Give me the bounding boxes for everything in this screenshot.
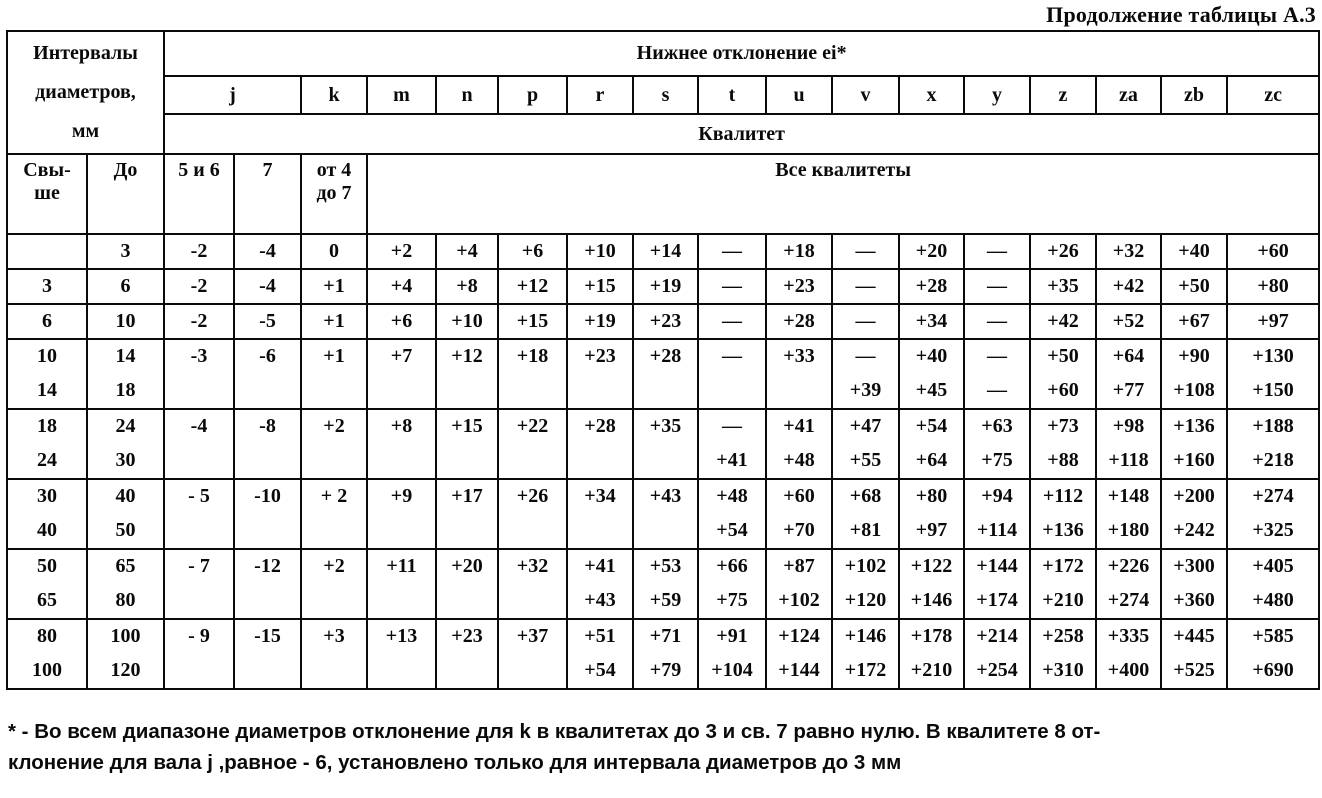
deviation-cell: +14 <box>633 234 698 269</box>
deviation-cell: +585 +690 <box>1227 619 1319 689</box>
deviation-cell: +335 +400 <box>1096 619 1161 689</box>
deviation-cell: +19 <box>567 304 633 339</box>
deviation-cell: +98 +118 <box>1096 409 1161 479</box>
deviation-cell: +3 <box>301 619 367 689</box>
deviation-cell: +90 +108 <box>1161 339 1227 409</box>
table-row <box>7 409 1319 479</box>
letter-r: r <box>567 76 633 114</box>
deviation-cell: +4 <box>367 269 436 304</box>
deviation-cell: +52 <box>1096 304 1161 339</box>
deviation-cell: +136 +160 <box>1161 409 1227 479</box>
deviation-cell: +148 +180 <box>1096 479 1161 549</box>
deviation-cell: +28 <box>567 409 633 479</box>
header-j-5-6: 5 и 6 <box>164 154 234 234</box>
deviation-cell: -15 <box>234 619 301 689</box>
deviation-cell: +20 <box>436 549 498 619</box>
letter-x: x <box>899 76 964 114</box>
deviation-cell: +91 +104 <box>698 619 766 689</box>
sub-header-row <box>7 154 1319 234</box>
deviation-cell: +42 <box>1096 269 1161 304</box>
deviation-cell: -3 <box>164 339 234 409</box>
deviation-cell: +40 <box>1161 234 1227 269</box>
deviation-cell: +97 <box>1227 304 1319 339</box>
corner-line-2: диаметров, <box>35 81 136 103</box>
deviation-cell: +60 <box>1227 234 1319 269</box>
deviation-cell: — <box>964 304 1030 339</box>
deviation-cell: +87 +102 <box>766 549 832 619</box>
deviation-cell: +124 +144 <box>766 619 832 689</box>
deviation-cell: +41 +48 <box>766 409 832 479</box>
deviation-cell: +33 <box>766 339 832 409</box>
deviation-cell: +41 +43 <box>567 549 633 619</box>
deviation-cell: +18 <box>498 339 567 409</box>
footnote-line-2: клонение для вала j ,равное - 6, установлено только для интервала диаметров до 3 мм <box>8 751 902 774</box>
deviation-cell: +48 +54 <box>698 479 766 549</box>
deviation-cell: -6 <box>234 339 301 409</box>
interval-to-cell: 14 18 <box>87 339 164 409</box>
deviation-cell: +112 +136 <box>1030 479 1096 549</box>
deviation-cell: +2 <box>301 409 367 479</box>
deviation-cell: +32 <box>498 549 567 619</box>
letter-zb: zb <box>1161 76 1227 114</box>
corner-line-1: Интервалы <box>33 42 138 64</box>
letter-z: z <box>1030 76 1096 114</box>
interval-over-cell: 10 14 <box>7 339 87 409</box>
table-body <box>7 234 1319 689</box>
page-title: Продолжение таблицы А.3 <box>1046 2 1316 27</box>
deviation-cell: +10 <box>436 304 498 339</box>
deviation-cell: -5 <box>234 304 301 339</box>
deviation-cell: +130 +150 <box>1227 339 1319 409</box>
deviation-cell: — — <box>964 339 1030 409</box>
deviation-cell: +200 +242 <box>1161 479 1227 549</box>
deviation-cell: +71 +79 <box>633 619 698 689</box>
deviation-cell: +12 <box>436 339 498 409</box>
deviation-cell: +12 <box>498 269 567 304</box>
deviation-cell: +40 +45 <box>899 339 964 409</box>
table-row <box>7 479 1319 549</box>
deviation-cell: +23 <box>567 339 633 409</box>
deviation-cell: - 9 <box>164 619 234 689</box>
deviation-cell: — <box>832 304 899 339</box>
deviation-cell: +214 +254 <box>964 619 1030 689</box>
footnote <box>8 716 1316 778</box>
table-row <box>7 339 1319 409</box>
deviation-cell: +68 +81 <box>832 479 899 549</box>
letter-j: j <box>164 76 301 114</box>
deviation-cell: -2 <box>164 269 234 304</box>
deviation-cell: +37 <box>498 619 567 689</box>
letter-za: za <box>1096 76 1161 114</box>
deviation-cell: +80 +97 <box>899 479 964 549</box>
table-row <box>7 549 1319 619</box>
deviation-cell: +6 <box>498 234 567 269</box>
deviation-cell: +226 +274 <box>1096 549 1161 619</box>
deviation-cell: +67 <box>1161 304 1227 339</box>
deviation-cell: +122 +146 <box>899 549 964 619</box>
deviation-cell: +63 +75 <box>964 409 1030 479</box>
deviation-cell: +102 +120 <box>832 549 899 619</box>
deviation-cell: +23 <box>766 269 832 304</box>
deviation-cell: +23 <box>633 304 698 339</box>
deviation-cell: — <box>964 269 1030 304</box>
deviation-cell: -4 <box>234 234 301 269</box>
interval-over-cell <box>7 234 87 269</box>
deviation-cell: -4 <box>234 269 301 304</box>
interval-to-cell: 65 80 <box>87 549 164 619</box>
table-row <box>7 269 1319 304</box>
header-k-4-7: от 4 до 7 <box>301 154 367 234</box>
deviation-cell: +4 <box>436 234 498 269</box>
footnote-line-1: * - Во всем диапазоне диаметров отклонение для k в квалитетах до 3 и св. 7 равно нулю. В квалитете 8 от- <box>8 720 1101 743</box>
deviation-cell: +172 +210 <box>1030 549 1096 619</box>
deviation-cell: +20 <box>899 234 964 269</box>
deviation-cell: +66 +75 <box>698 549 766 619</box>
letter-t: t <box>698 76 766 114</box>
deviation-cell: +19 <box>633 269 698 304</box>
deviation-cell: -8 <box>234 409 301 479</box>
deviation-cell: — <box>698 339 766 409</box>
deviation-cell: - 5 <box>164 479 234 549</box>
table-row <box>7 304 1319 339</box>
deviation-cell: - 7 <box>164 549 234 619</box>
deviation-cell: +1 <box>301 304 367 339</box>
deviation-cell: +146 +172 <box>832 619 899 689</box>
deviation-cell: +53 +59 <box>633 549 698 619</box>
interval-to-cell: 10 <box>87 304 164 339</box>
deviation-cell: +274 +325 <box>1227 479 1319 549</box>
interval-to-cell: 3 <box>87 234 164 269</box>
table-row <box>7 619 1319 689</box>
deviation-cell: — <box>698 269 766 304</box>
deviation-cell: +80 <box>1227 269 1319 304</box>
deviation-cell: +28 <box>766 304 832 339</box>
deviation-cell: -10 <box>234 479 301 549</box>
deviation-cell: +300 +360 <box>1161 549 1227 619</box>
table-row <box>7 234 1319 269</box>
header-to: До <box>87 154 164 234</box>
deviation-cell: +405 +480 <box>1227 549 1319 619</box>
deviation-cell: +35 <box>633 409 698 479</box>
deviation-cell: +144 +174 <box>964 549 1030 619</box>
header-kvalitet: Квалитет <box>164 114 1319 154</box>
deviation-cell: — +41 <box>698 409 766 479</box>
deviation-cell: +54 +64 <box>899 409 964 479</box>
interval-over-cell: 3 <box>7 269 87 304</box>
deviation-cell: +51 +54 <box>567 619 633 689</box>
interval-to-cell: 40 50 <box>87 479 164 549</box>
header-j-7: 7 <box>234 154 301 234</box>
deviation-cell: +73 +88 <box>1030 409 1096 479</box>
deviation-table <box>6 30 1320 690</box>
deviation-cell: +47 +55 <box>832 409 899 479</box>
letter-p: p <box>498 76 567 114</box>
letters-row <box>7 76 1319 114</box>
interval-over-cell: 30 40 <box>7 479 87 549</box>
deviation-cell: +15 <box>498 304 567 339</box>
deviation-cell: +15 <box>567 269 633 304</box>
deviation-cell: + 2 <box>301 479 367 549</box>
deviation-cell: +28 <box>899 269 964 304</box>
deviation-cell: +2 <box>301 549 367 619</box>
deviation-cell: +18 <box>766 234 832 269</box>
header-over: Свы- ше <box>7 154 87 234</box>
deviation-cell: +445 +525 <box>1161 619 1227 689</box>
interval-over-cell: 6 <box>7 304 87 339</box>
deviation-cell: — <box>698 234 766 269</box>
deviation-cell: — <box>698 304 766 339</box>
interval-to-cell: 6 <box>87 269 164 304</box>
deviation-cell: — +39 <box>832 339 899 409</box>
letter-v: v <box>832 76 899 114</box>
deviation-cell: +2 <box>367 234 436 269</box>
corner-line-3: мм <box>71 120 100 142</box>
deviation-cell: +6 <box>367 304 436 339</box>
deviation-cell: -12 <box>234 549 301 619</box>
header-all-kvalitets: Все квалитеты <box>367 154 1319 234</box>
letter-u: u <box>766 76 832 114</box>
deviation-cell: — <box>964 234 1030 269</box>
deviation-cell: +64 +77 <box>1096 339 1161 409</box>
deviation-cell: 0 <box>301 234 367 269</box>
deviation-cell: +15 <box>436 409 498 479</box>
letter-m: m <box>367 76 436 114</box>
deviation-cell: -2 <box>164 304 234 339</box>
deviation-cell: +258 +310 <box>1030 619 1096 689</box>
letter-zc: zc <box>1227 76 1319 114</box>
deviation-cell: -4 <box>164 409 234 479</box>
deviation-cell: +50 <box>1161 269 1227 304</box>
deviation-cell: +42 <box>1030 304 1096 339</box>
deviation-cell: +26 <box>1030 234 1096 269</box>
deviation-cell: +11 <box>367 549 436 619</box>
deviation-cell: +1 <box>301 339 367 409</box>
deviation-cell: +10 <box>567 234 633 269</box>
deviation-cell: +13 <box>367 619 436 689</box>
deviation-cell: — <box>832 234 899 269</box>
table-header <box>7 31 1319 234</box>
letter-y: y <box>964 76 1030 114</box>
deviation-cell: +9 <box>367 479 436 549</box>
deviation-cell: +34 <box>899 304 964 339</box>
deviation-cell: +50 +60 <box>1030 339 1096 409</box>
deviation-cell: +26 <box>498 479 567 549</box>
deviation-cell: +32 <box>1096 234 1161 269</box>
deviation-cell: +188 +218 <box>1227 409 1319 479</box>
deviation-cell: +60 +70 <box>766 479 832 549</box>
deviation-cell: +28 <box>633 339 698 409</box>
letter-k: k <box>301 76 367 114</box>
header-lower-deviation: Нижнее отклонение ei* <box>164 31 1319 76</box>
deviation-cell: +23 <box>436 619 498 689</box>
deviation-cell: +22 <box>498 409 567 479</box>
deviation-cell: — <box>832 269 899 304</box>
deviation-cell: +8 <box>436 269 498 304</box>
deviation-cell: +178 +210 <box>899 619 964 689</box>
letter-s: s <box>633 76 698 114</box>
deviation-cell: +8 <box>367 409 436 479</box>
interval-over-cell: 18 24 <box>7 409 87 479</box>
deviation-cell: -2 <box>164 234 234 269</box>
interval-to-cell: 100 120 <box>87 619 164 689</box>
deviation-cell: +1 <box>301 269 367 304</box>
header-diameter-intervals <box>7 31 164 154</box>
deviation-cell: +7 <box>367 339 436 409</box>
deviation-cell: +94 +114 <box>964 479 1030 549</box>
deviation-cell: +17 <box>436 479 498 549</box>
deviation-cell: +34 <box>567 479 633 549</box>
deviation-cell: +43 <box>633 479 698 549</box>
interval-over-cell: 50 65 <box>7 549 87 619</box>
interval-over-cell: 80 100 <box>7 619 87 689</box>
letter-n: n <box>436 76 498 114</box>
deviation-cell: +35 <box>1030 269 1096 304</box>
interval-to-cell: 24 30 <box>87 409 164 479</box>
